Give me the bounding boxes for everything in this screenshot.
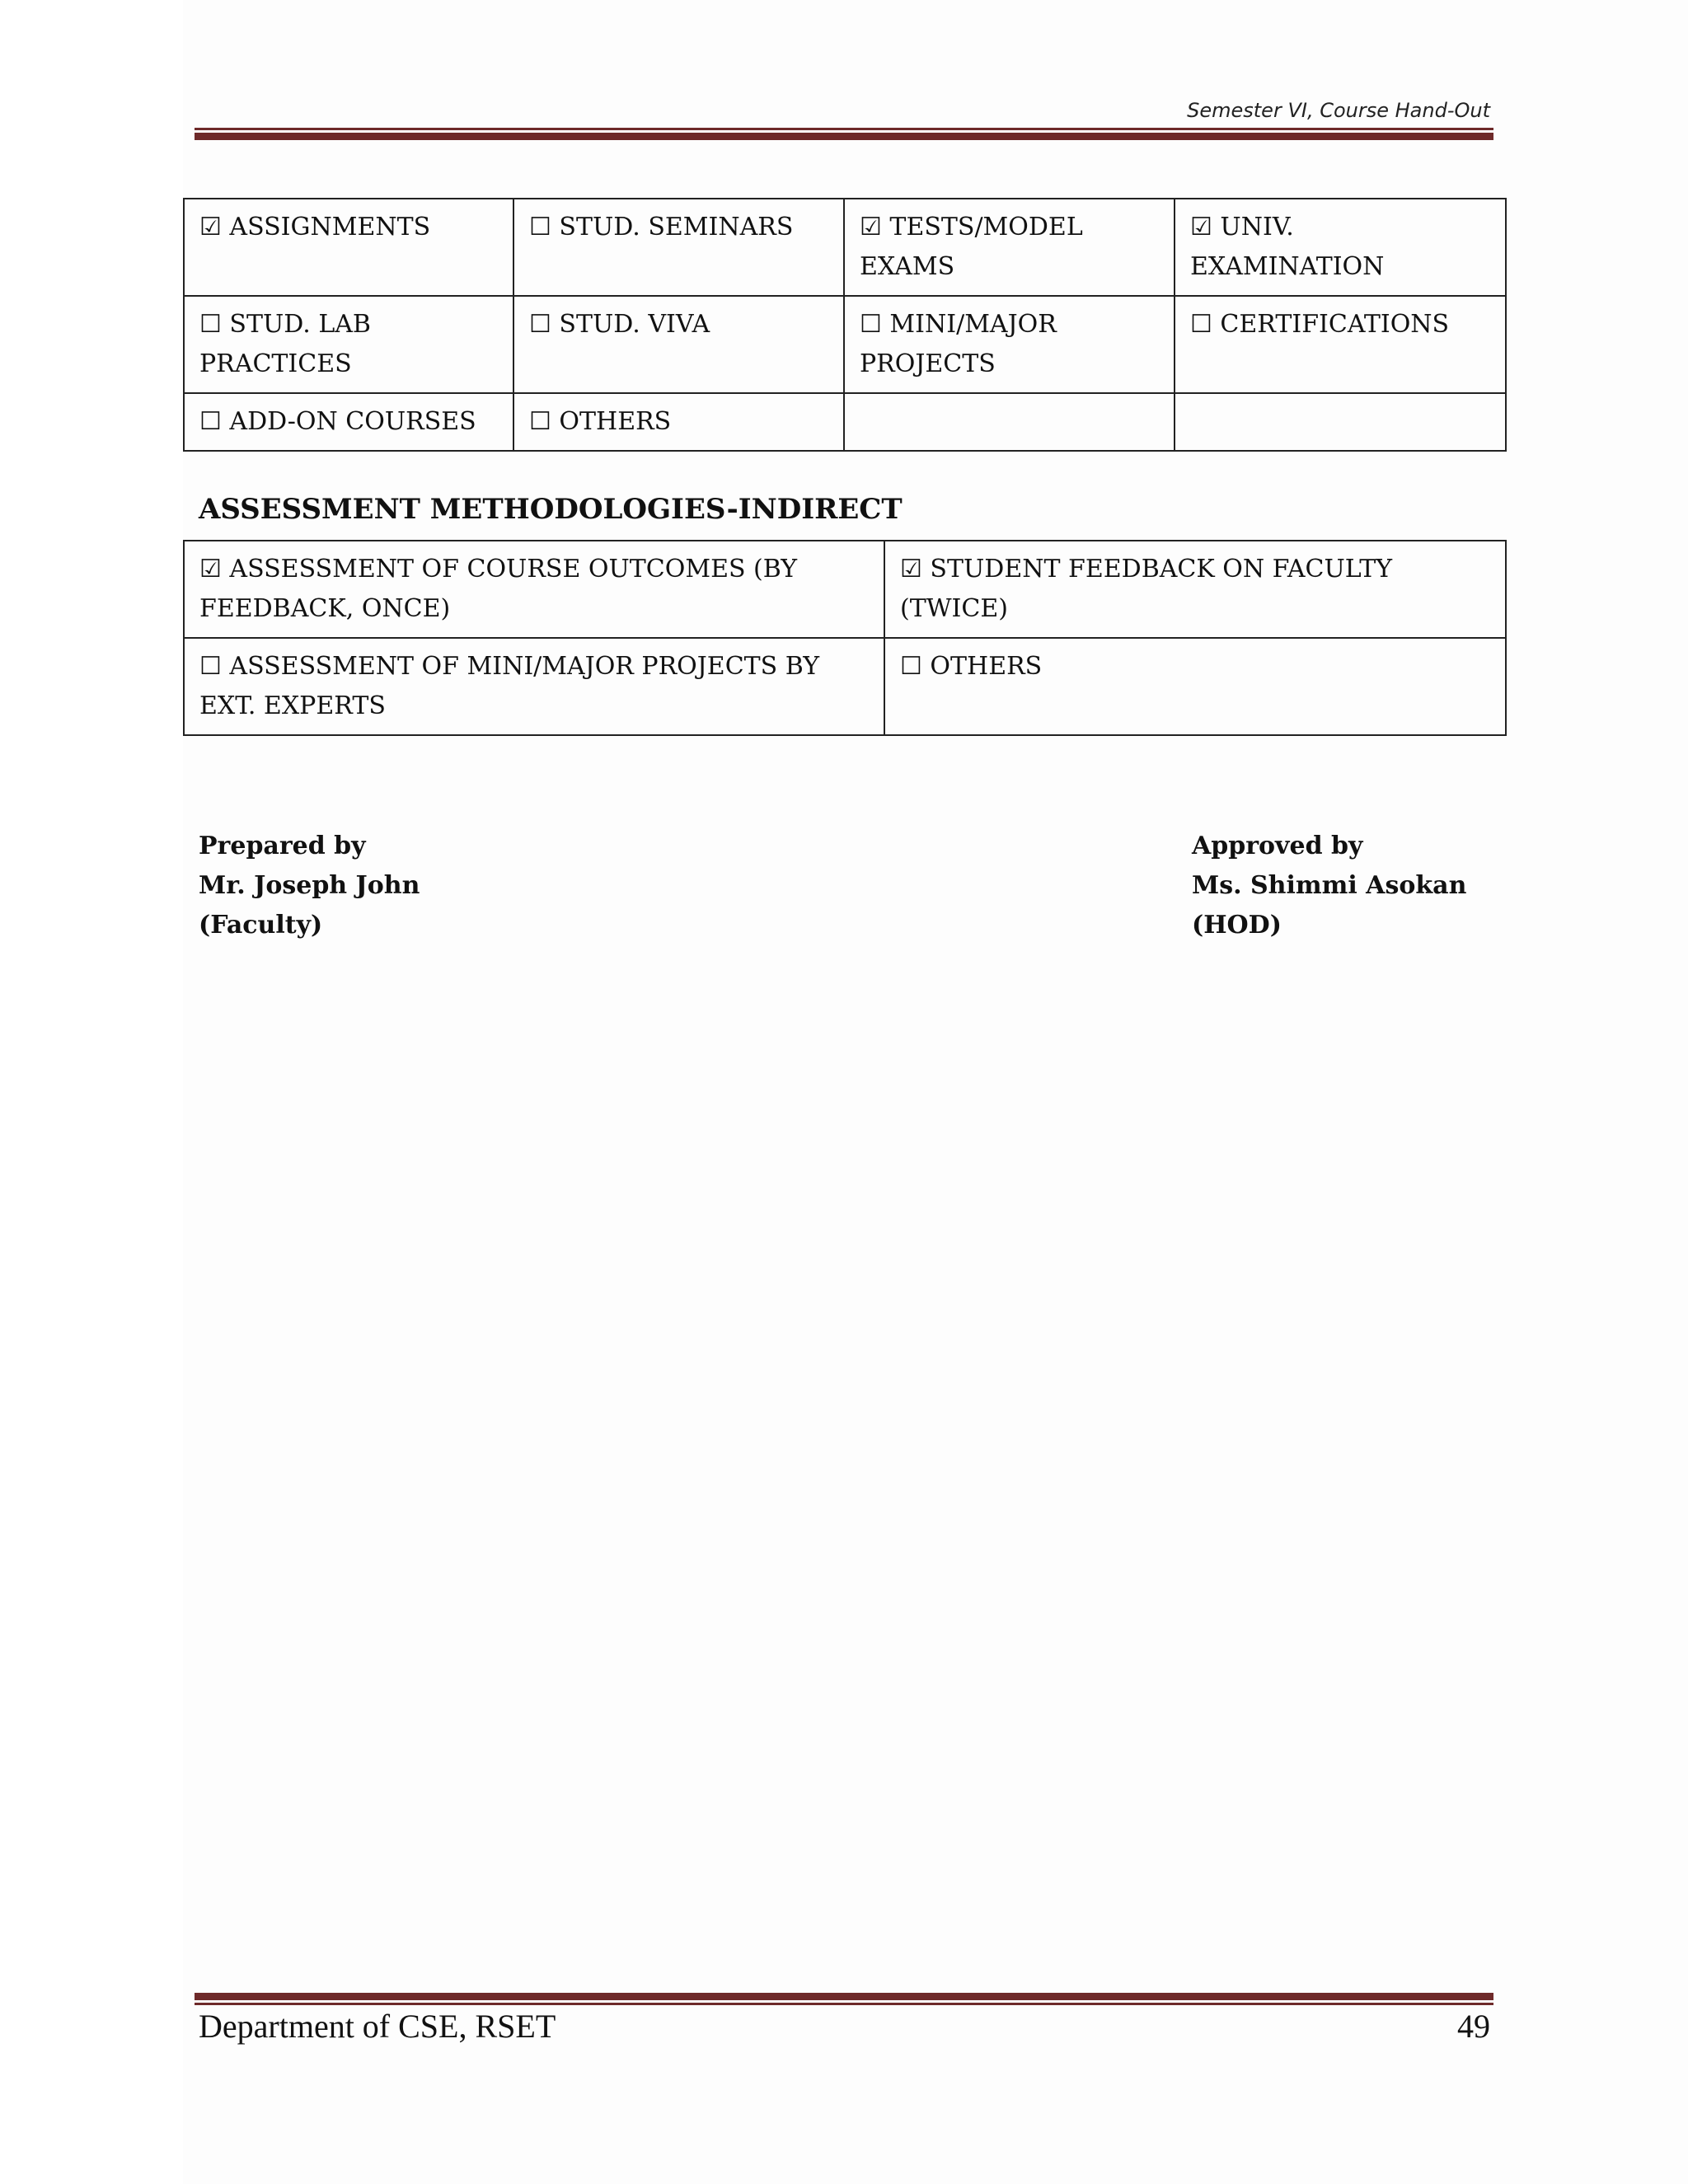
cell-stud-seminars: ☐ STUD. SEMINARS xyxy=(513,199,844,296)
prepared-by-label: Prepared by xyxy=(199,832,366,860)
footer-department: Department of CSE, RSET xyxy=(199,2008,556,2045)
table-row xyxy=(184,296,1506,393)
prepared-by-role: (Faculty) xyxy=(199,911,323,940)
cell-student-feedback: ☑ STUDENT FEEDBACK ON FACULTY (TWICE) xyxy=(884,541,1506,638)
cell-stud-lab-practices: ☐ STUD. LAB PRACTICES xyxy=(184,296,513,393)
direct-assessment-table xyxy=(183,198,1507,452)
table-row xyxy=(184,393,1506,451)
cell-univ-examination: ☑ UNIV. EXAMINATION xyxy=(1175,199,1506,296)
table-row xyxy=(184,199,1506,296)
cell-assignments: ☑ ASSIGNMENTS xyxy=(184,199,513,296)
cell-certifications: ☐ CERTIFICATIONS xyxy=(1175,296,1506,393)
cell-course-outcomes: ☑ ASSESSMENT OF COURSE OUTCOMES (BY FEEDBACK, ONCE) xyxy=(184,541,884,638)
approved-by-block xyxy=(1192,827,1466,945)
cell-others: ☐ OTHERS xyxy=(513,393,844,451)
prepared-by-name: Mr. Joseph John xyxy=(199,871,420,900)
section-title-indirect: ASSESSMENT METHODOLOGIES-INDIRECT xyxy=(199,493,903,526)
page-margin xyxy=(0,0,183,2184)
cell-mini-major-projects-ext: ☐ ASSESSMENT OF MINI/MAJOR PROJECTS BY EXT. EXPERTS xyxy=(184,638,884,735)
cell-stud-viva: ☐ STUD. VIVA xyxy=(513,296,844,393)
cell-tests-model-exams: ☑ TESTS/MODEL EXAMS xyxy=(844,199,1175,296)
approved-by-name: Ms. Shimmi Asokan xyxy=(1192,871,1467,900)
approved-by-label: Approved by xyxy=(1192,832,1363,860)
approved-by-role: (HOD) xyxy=(1192,911,1282,940)
prepared-by-block xyxy=(199,827,420,945)
indirect-assessment-table xyxy=(183,540,1507,736)
footer-rule xyxy=(195,1993,1493,2005)
table-row xyxy=(184,541,1506,638)
cell-empty xyxy=(844,393,1175,451)
cell-mini-major-projects: ☐ MINI/MAJOR PROJECTS xyxy=(844,296,1175,393)
cell-empty xyxy=(1175,393,1506,451)
running-header: Semester VI, Course Hand-Out xyxy=(1187,99,1490,122)
cell-add-on-courses: ☐ ADD-ON COURSES xyxy=(184,393,513,451)
cell-others: ☐ OTHERS xyxy=(884,638,1506,735)
table-row xyxy=(184,638,1506,735)
page-number: 49 xyxy=(1457,2008,1490,2045)
header-rule xyxy=(195,128,1493,140)
